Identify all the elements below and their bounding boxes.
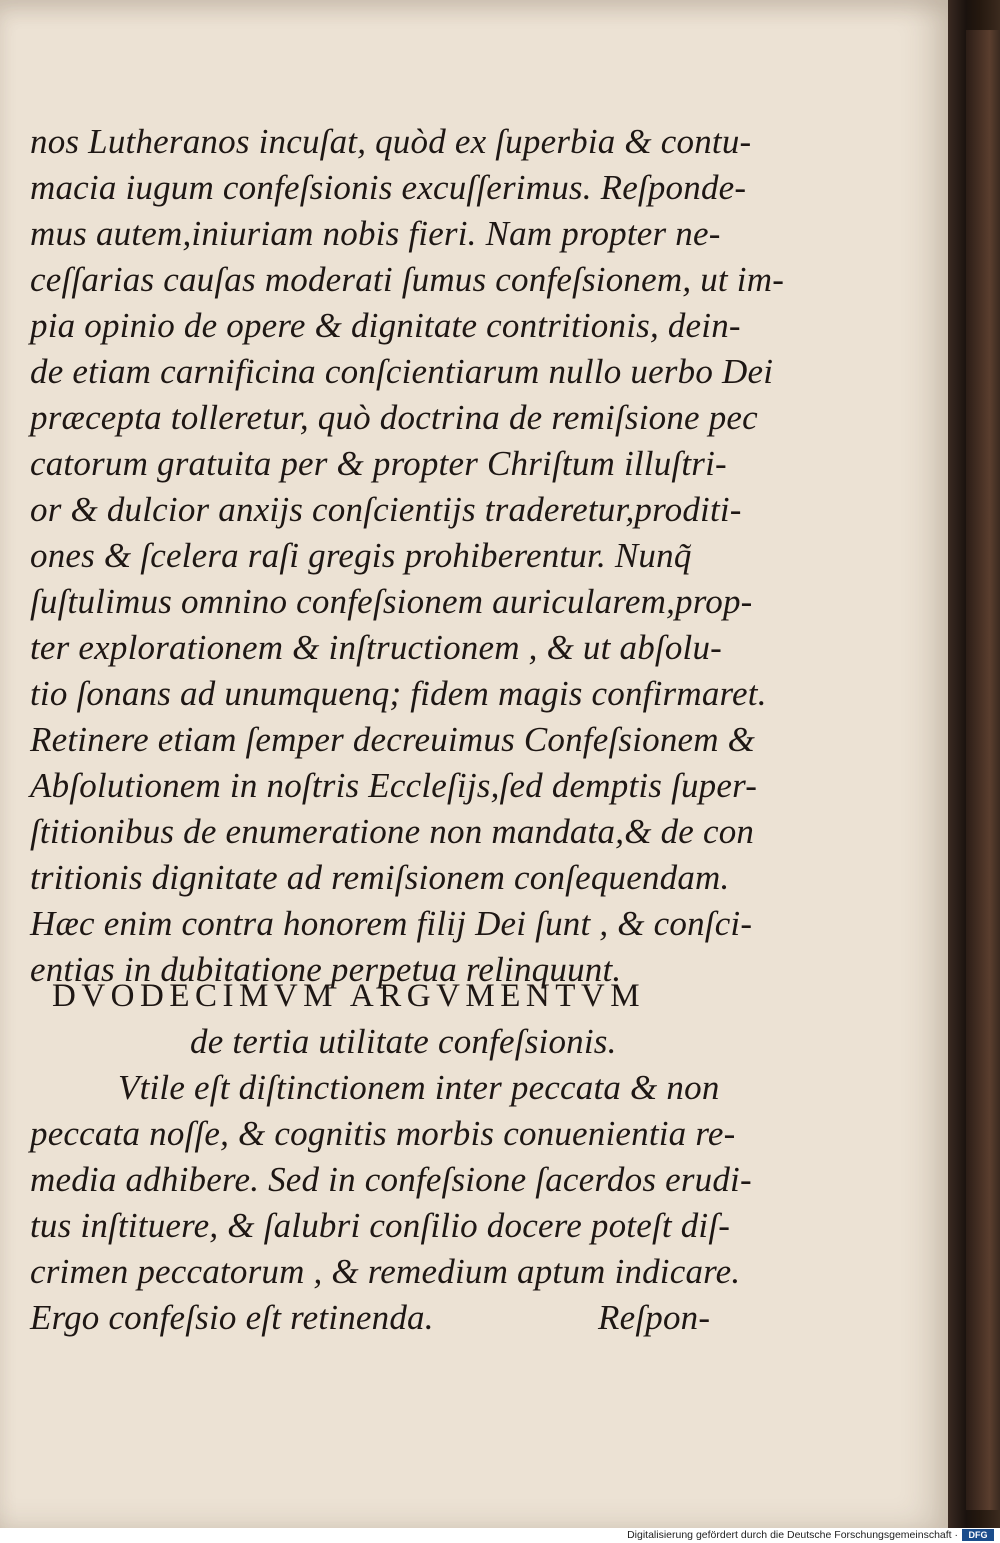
text-line: pia opinio de opere & dignitate contritionis, dein- [30, 306, 741, 345]
text-line: peccata noſſe, & cognitis morbis conuenientia re- [30, 1114, 736, 1153]
text-line: præcepta tolleretur, quò doctrina de remiſsione pec [30, 398, 758, 437]
book-binding-edge [948, 0, 1000, 1528]
section-heading: DVODECIMVM ARGVMENTVM [52, 978, 646, 1014]
text-line: tio ſonans ad unumquenq; fidem magis confirmaret. [30, 674, 767, 713]
dfg-logo-icon: DFG [962, 1529, 994, 1541]
text-line: entias in dubitatione perpetua relinquunt. [30, 950, 622, 989]
text-line: Abſolutionem in noſtris Eccleſijs,ſed demptis ſuper- [30, 766, 758, 805]
text-line: crimen peccatorum , & remedium aptum indicare. [30, 1252, 741, 1291]
text-line: catorum gratuita per & propter Chriſtum illuſtri- [30, 444, 727, 483]
text-line: nos Lutheranos incuſat, quòd ex ſuperbia & contu- [30, 122, 752, 161]
text-line: mus autem,iniuriam nobis fieri. Nam propter ne- [30, 214, 721, 253]
text-line: ones & ſcelera raſi gregis prohiberentur. Nunq̃ [30, 536, 692, 575]
text-line: ſtitionibus de enumeratione non mandata,& de con [30, 812, 755, 851]
text-line: Retinere etiam ſemper decreuimus Confeſsionem & [30, 720, 756, 759]
text-line: tus inſtituere, & ſalubri conſilio docere poteſt diſ- [30, 1206, 731, 1245]
funding-credit: Digitalisierung gefördert durch die Deutsche Forschungsgemeinschaft · [627, 1529, 958, 1541]
footer-bar [0, 1528, 1000, 1543]
section-subheading: de tertia utilitate confeſsionis. [190, 1022, 617, 1061]
text-line: Hæc enim contra honorem filij Dei ſunt , & conſci- [30, 904, 753, 943]
book-cover-edge [966, 30, 1000, 1510]
text-line: or & dulcior anxijs conſcientijs traderetur,proditi- [30, 490, 742, 529]
text-line: Ergo confeſsio eſt retinenda. [30, 1298, 434, 1337]
text-line: macia iugum confeſsionis excuſſerimus. Reſponde- [30, 168, 747, 207]
text-line: de etiam carnificina conſcientiarum nullo uerbo Dei [30, 352, 774, 391]
text-line: ceſſarias cauſas moderati ſumus confeſsionem, ut im- [30, 260, 785, 299]
text-line: tritionis dignitate ad remiſsionem conſequendam. [30, 858, 730, 897]
catchword: Reſpon- [598, 1298, 711, 1337]
text-line: ſuſtulimus omnino confeſsionem auricularem,prop- [30, 582, 753, 621]
text-line: Vtile eſt diſtinctionem inter peccata & non [118, 1068, 720, 1107]
text-line: ter explorationem & inſtructionem , & ut abſolu- [30, 628, 723, 667]
text-line: media adhibere. Sed in confeſsione ſacerdos erudi- [30, 1160, 752, 1199]
